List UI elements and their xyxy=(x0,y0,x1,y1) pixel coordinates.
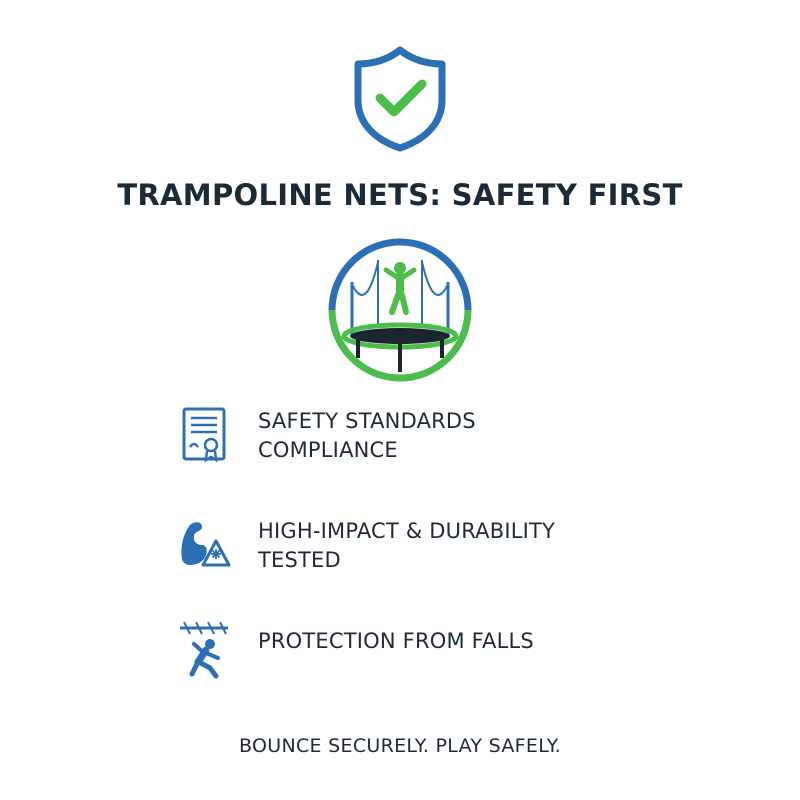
feature-label xyxy=(258,517,628,575)
feature-label-line: SAFETY STANDARDS xyxy=(258,409,476,433)
shield-check-icon xyxy=(350,44,450,154)
footer-tagline: BOUNCE SECURELY. PLAY SAFELY. xyxy=(239,735,561,757)
trampoline-jumper-icon xyxy=(322,232,478,388)
feature-label-line: COMPLIANCE xyxy=(258,438,398,462)
page-title: TRAMPOLINE NETS: SAFETY FIRST xyxy=(117,178,683,212)
feature-label-line: HIGH-IMPACT & DURABILITY xyxy=(258,519,556,543)
feature-label xyxy=(258,627,628,656)
muscle-warning-icon xyxy=(176,515,232,575)
feature-durability xyxy=(176,515,636,585)
feature-label-line: PROTECTION FROM FALLS xyxy=(258,629,534,653)
falling-person-icon xyxy=(176,622,232,682)
certificate-icon xyxy=(176,405,232,465)
feature-fall-protection xyxy=(176,622,636,692)
feature-label xyxy=(258,407,628,465)
feature-safety-standards xyxy=(176,405,636,475)
feature-label-line: TESTED xyxy=(258,548,341,572)
